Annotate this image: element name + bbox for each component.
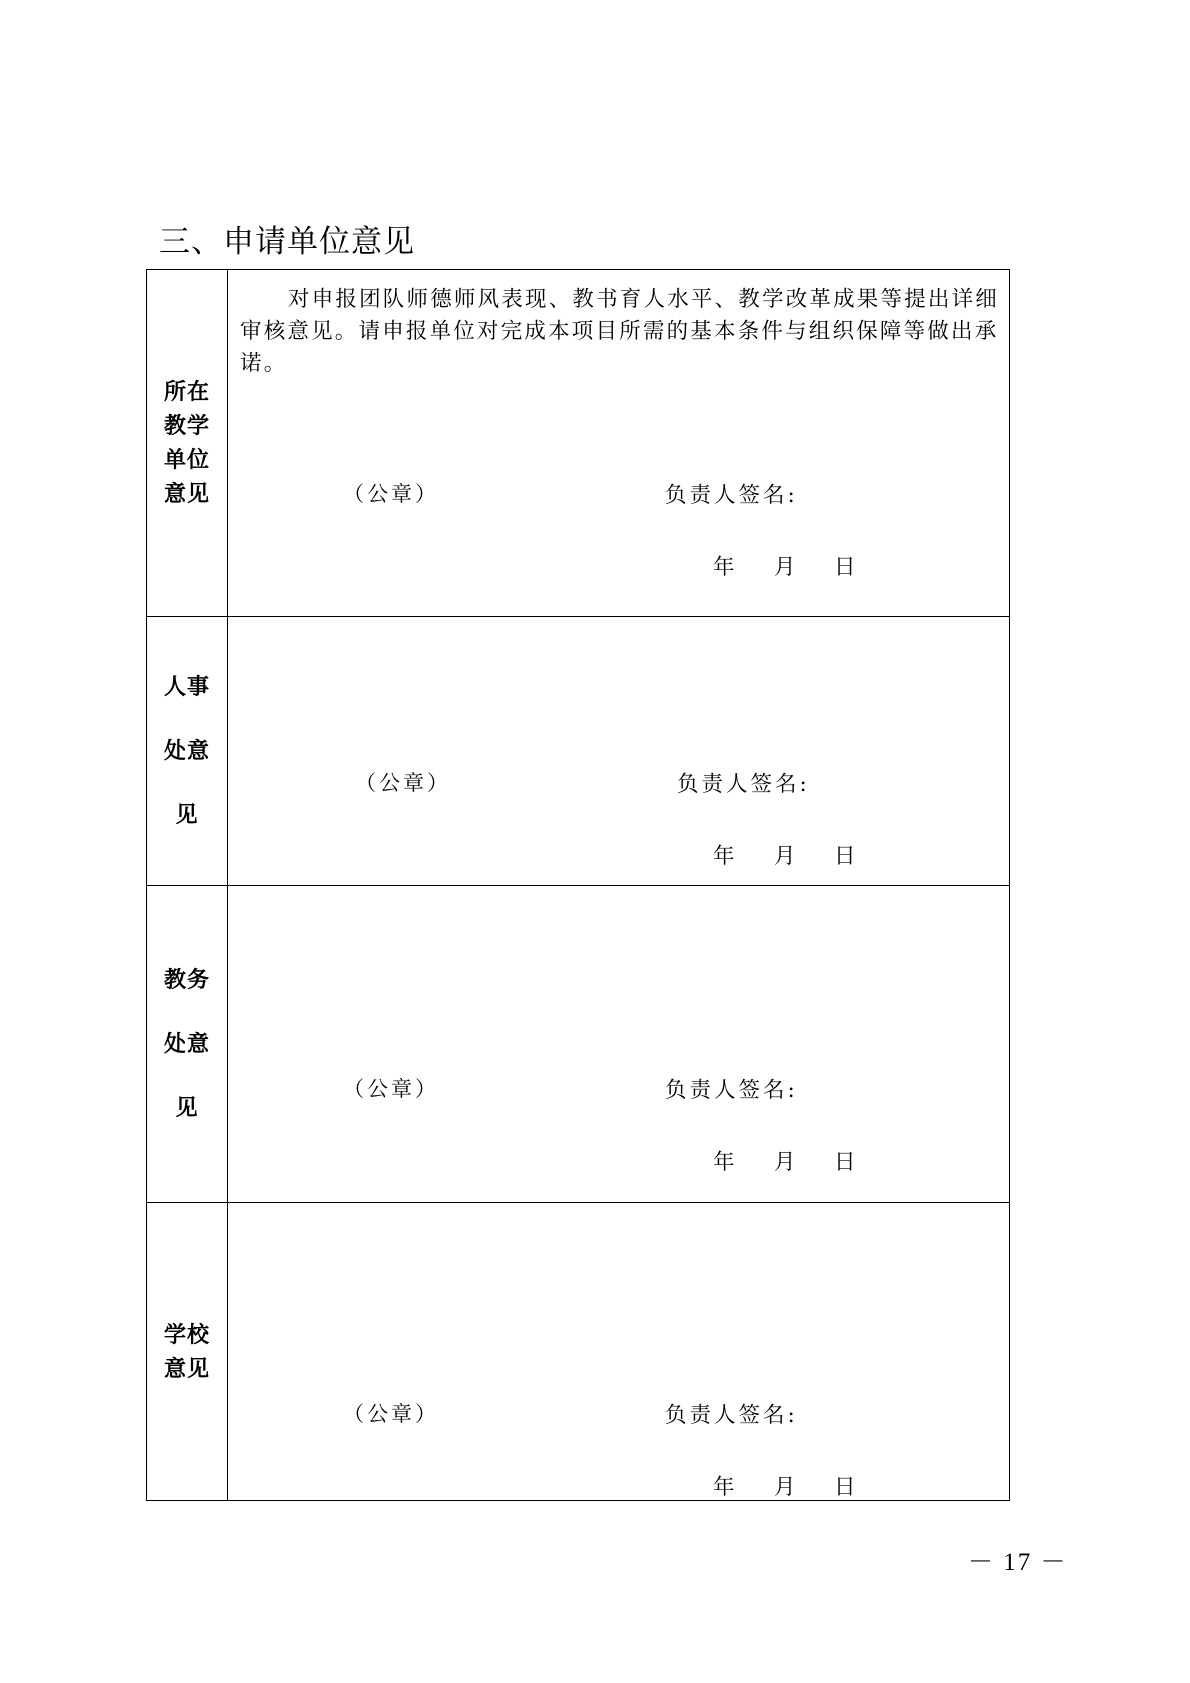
date-month: 月 <box>774 555 796 580</box>
date-day: 日 <box>834 1475 856 1500</box>
row-label-cell <box>147 1203 228 1501</box>
row-label-hr: 人事 处意 见 <box>163 674 210 828</box>
date-year: 年 <box>713 1150 735 1175</box>
table-row-school <box>147 1203 1010 1501</box>
opinion-area-hr[interactable] <box>228 617 1010 886</box>
date-day: 日 <box>834 844 856 869</box>
table-row-academic-affairs <box>147 886 1010 1203</box>
row-label-academic-affairs: 教务 处意 见 <box>163 967 210 1121</box>
row-label-cell <box>147 270 228 617</box>
date-year: 年 <box>713 1475 735 1500</box>
row-label-cell <box>147 886 228 1203</box>
date-day: 日 <box>834 555 856 580</box>
table-row-hr <box>147 617 1010 886</box>
date-month: 月 <box>774 1475 796 1500</box>
official-seal-label: （公章） <box>343 1402 439 1426</box>
official-seal-label: （公章） <box>355 771 451 795</box>
row-label-teaching-unit: 所在 教学 单位 意见 <box>163 379 210 507</box>
date-day: 日 <box>834 1150 856 1175</box>
opinion-area-school[interactable] <box>228 1203 1010 1501</box>
official-seal-label: （公章） <box>343 482 439 506</box>
opinion-area-academic-affairs[interactable] <box>228 886 1010 1203</box>
row-label-cell <box>147 617 228 886</box>
table-row-teaching-unit <box>147 270 1010 617</box>
signature-label: 负责人签名: <box>665 1078 798 1103</box>
date-year: 年 <box>713 555 735 580</box>
section-title: 三、申请单位意见 <box>159 224 415 260</box>
official-seal-label: （公章） <box>343 1077 439 1101</box>
signature-label: 负责人签名: <box>665 483 798 508</box>
opinion-area-teaching-unit[interactable] <box>228 270 1010 617</box>
instruction-text: 对申报团队师德师风表现、教书育人水平、教学改革成果等提出详细审核意见。请申报单位对完成本项目所需的基本条件与组织保障等做出承诺。 <box>240 287 1000 376</box>
opinion-table <box>146 269 1010 1501</box>
date-month: 月 <box>774 1150 796 1175</box>
page-number: － 17 － <box>968 1549 1068 1576</box>
date-year: 年 <box>713 844 735 869</box>
date-month: 月 <box>774 844 796 869</box>
row-label-school: 学校 意见 <box>163 1321 210 1382</box>
signature-label: 负责人签名: <box>677 772 810 797</box>
signature-label: 负责人签名: <box>665 1403 798 1428</box>
